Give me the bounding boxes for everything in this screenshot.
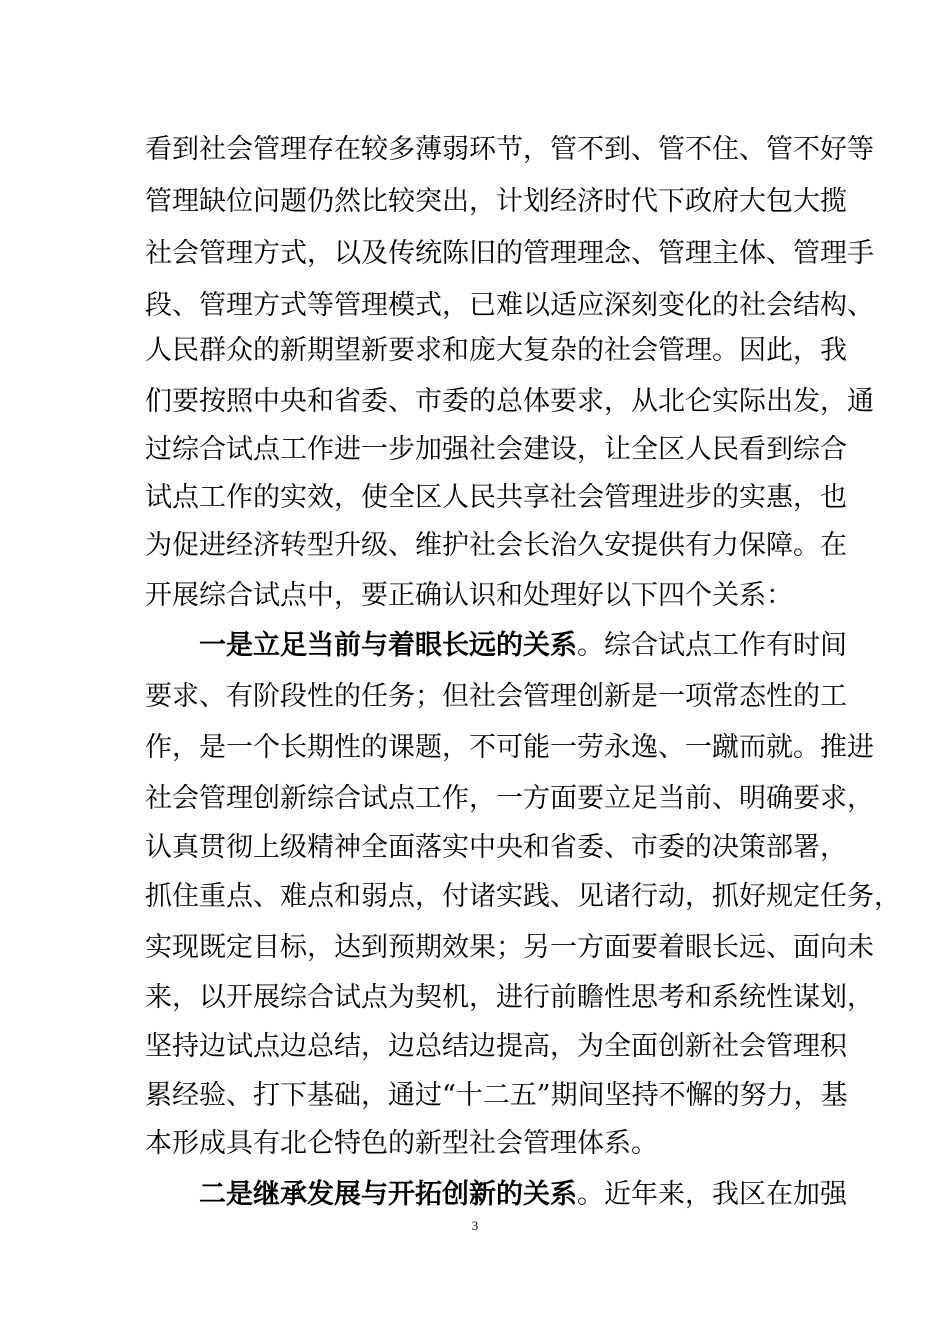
paragraph-2-line-2: 要求、有阶段性的任务；但社会管理创新是一项常态性的工 xyxy=(145,681,847,712)
paragraph-1-line-4: 段、管理方式等管理模式，已难以适应深刻变化的社会结构、 xyxy=(145,290,874,321)
paragraph-1-line-6: 们要按照中央和省委、市委的总体要求，从北仑实际出发，通 xyxy=(145,386,874,417)
paragraph-2-line-10: 累经验、打下基础，通过“十二五”期间坚持不懈的努力，基 xyxy=(145,1080,848,1111)
paragraph-2-line-9: 坚持边试点边总结，边总结边提高，为全面创新社会管理积 xyxy=(145,1031,847,1062)
paragraph-2-line-1 xyxy=(199,626,847,666)
page-number: 3 xyxy=(471,1218,479,1233)
paragraph-3-first-line-text: 。近年来，我区在加强 xyxy=(577,1179,847,1210)
paragraph-3-heading: 二是继承发展与开拓创新的关系 xyxy=(199,1179,577,1210)
paragraph-2-line-3: 作，是一个长期性的课题，不可能一劳永逸、一蹴而就。推进 xyxy=(145,732,874,763)
paragraph-2-line-7: 实现既定目标，达到预期效果；另一方面要着眼长远、面向未 xyxy=(145,932,874,963)
paragraph-2-line-6: 抓住重点、难点和弱点，付诸实践、见诸行动，抓好规定任务， xyxy=(145,881,901,912)
paragraph-1-line-3: 社会管理方式，以及传统陈旧的管理理念、管理主体、管理手 xyxy=(145,238,874,269)
paragraph-2-first-line-text: 。综合试点工作有时间 xyxy=(577,630,847,661)
paragraph-2-heading: 一是立足当前与着眼长远的关系 xyxy=(199,630,577,661)
paragraph-2-line-8: 来，以开展综合试点为契机，进行前瞻性思考和系统性谋划， xyxy=(145,982,874,1013)
paragraph-1-line-1: 看到社会管理存在较多薄弱环节，管不到、管不住、管不好等 xyxy=(145,134,874,165)
paragraph-1-line-8: 试点工作的实效，使全区人民共享社会管理进步的实惠，也 xyxy=(145,482,847,513)
paragraph-2-line-11: 本形成具有北仑特色的新型社会管理体系。 xyxy=(145,1128,658,1159)
paragraph-1-line-7: 过综合试点工作进一步加强社会建设，让全区人民看到综合 xyxy=(145,434,847,465)
paragraph-1-line-9: 为促进经济转型升级、维护社会长治久安提供有力保障。在 xyxy=(145,530,847,561)
paragraph-2-line-4: 社会管理创新综合试点工作，一方面要立足当前、明确要求， xyxy=(145,783,874,814)
paragraph-1-line-2: 管理缺位问题仍然比较突出，计划经济时代下政府大包大揽 xyxy=(145,186,847,217)
paragraph-3-line-1 xyxy=(199,1175,847,1215)
paragraph-1-line-10: 开展综合试点中，要正确认识和处理好以下四个关系： xyxy=(145,580,793,611)
paragraph-1-line-5: 人民群众的新期望新要求和庞大复杂的社会管理。因此，我 xyxy=(145,335,847,366)
paragraph-2-line-5: 认真贯彻上级精神全面落实中央和省委、市委的决策部署， xyxy=(145,832,847,863)
